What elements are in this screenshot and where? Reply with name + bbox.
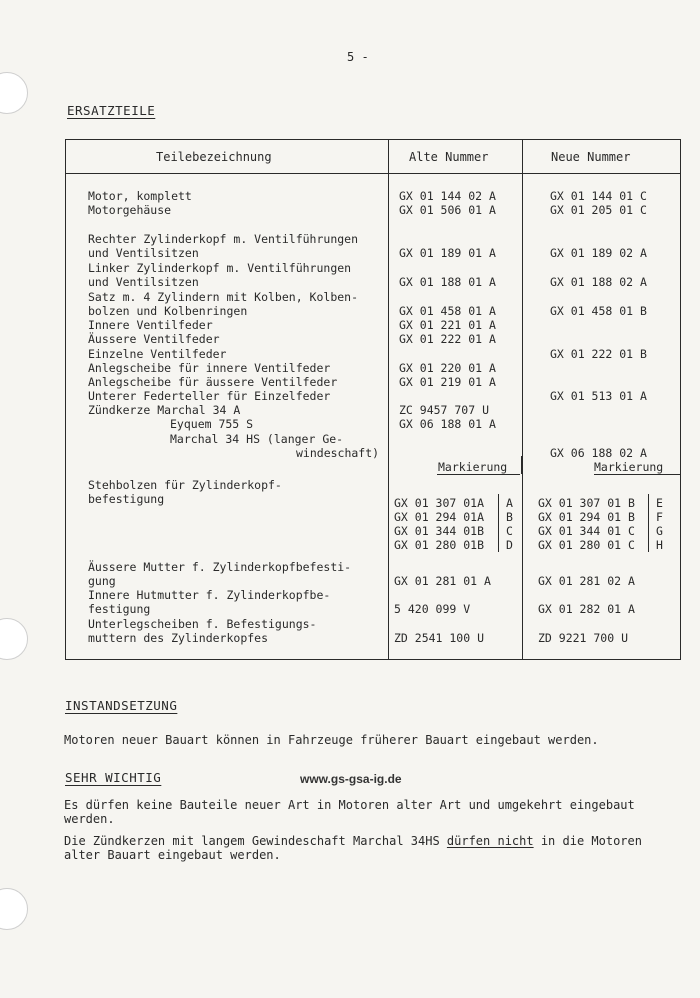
part-name: Einzelne Ventilfeder: [88, 347, 227, 361]
watermark-url: www.gs-gsa-ig.de: [300, 772, 402, 786]
part-name: Anlegscheibe für äussere Ventilfeder: [88, 375, 338, 389]
column-divider: [522, 140, 523, 659]
old-number: GX 01 506 01 A: [399, 203, 496, 217]
part-name: Äussere Ventilfeder: [88, 332, 220, 346]
instandsetzung-text: Motoren neuer Bauart können in Fahrzeuge früherer Bauart eingebaut werden.: [64, 733, 599, 747]
wichtig-p2-line2: alter Bauart eingebaut werden.: [64, 848, 281, 862]
part-name: Zündkerze Marchal 34 A: [88, 403, 241, 417]
stud-new-mark: E: [656, 496, 663, 510]
section-title-instandsetzung: INSTANDSETZUNG: [65, 698, 178, 713]
part-name: Anlegscheibe für innere Ventilfeder: [88, 361, 331, 375]
old-number: GX 01 144 02 A: [399, 189, 496, 203]
stud-old-mark: D: [506, 538, 513, 552]
part-name: Motor, komplett: [88, 189, 192, 203]
new-number: GX 01 144 01 C: [550, 189, 647, 203]
stud-new-mark: F: [656, 510, 663, 524]
old-number: ZC 9457 707 U: [399, 403, 490, 417]
part-name: Innere Ventilfeder: [88, 318, 213, 332]
stud-new-number: GX 01 294 01 B: [538, 510, 635, 524]
part-name: Äussere Mutter f. Zylinderkopfbefesti-: [88, 560, 352, 574]
new-number: GX 01 205 01 C: [550, 203, 647, 217]
new-number: GX 01 222 01 B: [550, 347, 647, 361]
new-number: ZD 9221 700 U: [538, 631, 629, 645]
old-number: GX 01 220 01 A: [399, 361, 496, 375]
stud-new-mark: G: [656, 524, 663, 538]
stud-old-mark: A: [506, 496, 513, 510]
extra-new-number: GX 06 188 02 A: [550, 446, 647, 460]
new-number: GX 01 513 01 A: [550, 389, 647, 403]
punch-hole: [0, 618, 28, 660]
part-name: Rechter Zylinderkopf m. Ventilführungen: [88, 232, 359, 246]
stud-new-number: GX 01 307 01 B: [538, 496, 635, 510]
part-name: festigung: [88, 602, 151, 616]
stud-old-mark: C: [506, 524, 513, 538]
old-number: GX 01 221 01 A: [399, 318, 496, 332]
column-divider: [388, 140, 389, 659]
part-name: Satz m. 4 Zylindern mit Kolben, Kolben-: [88, 290, 359, 304]
old-number: GX 01 219 01 A: [399, 375, 496, 389]
part-name: Unterer Federteller für Einzelfeder: [88, 389, 331, 403]
part-name: und Ventilsitzen: [88, 246, 199, 260]
header-new: Neue Nummer: [551, 150, 631, 164]
new-number: GX 01 282 01 A: [538, 602, 635, 616]
stud-old-number: GX 01 294 01A: [394, 510, 485, 524]
part-name: Motorgehäuse: [88, 203, 172, 217]
stud-old-number: GX 01 344 01B: [394, 524, 485, 538]
part-name: Linker Zylinderkopf m. Ventilführungen: [88, 261, 352, 275]
old-number: 5 420 099 V: [394, 602, 471, 616]
marking-label-new: Markierung: [594, 460, 664, 474]
parts-table: [65, 139, 681, 660]
stud-new-number: GX 01 280 01 C: [538, 538, 635, 552]
stud-name-2: befestigung: [88, 492, 165, 506]
header-name: Teilebezeichnung: [156, 150, 272, 164]
part-name: windeschaft): [296, 446, 380, 460]
part-name: bolzen und Kolbenringen: [88, 304, 248, 318]
new-number: GX 01 189 02 A: [550, 246, 647, 260]
stud-old-number: GX 01 280 01B: [394, 538, 485, 552]
part-name: Innere Hutmutter f. Zylinderkopfbe-: [88, 588, 331, 602]
page-number: 5 -: [347, 50, 369, 64]
punch-hole: [0, 888, 28, 930]
part-name: Unterlegscheiben f. Befestigungs-: [88, 617, 317, 631]
stud-new-mark: H: [656, 538, 663, 552]
old-number: GX 01 189 01 A: [399, 246, 496, 260]
marking-underline-old: [437, 474, 520, 475]
stud-new-number: GX 01 344 01 C: [538, 524, 635, 538]
wichtig-p1-line2: werden.: [64, 812, 115, 826]
old-number: GX 01 222 01 A: [399, 332, 496, 346]
old-number: GX 01 281 01 A: [394, 574, 491, 588]
mark-divider-old: [498, 494, 499, 552]
old-number: GX 06 188 01 A: [399, 417, 496, 431]
new-number: GX 01 281 02 A: [538, 574, 635, 588]
stud-old-mark: B: [506, 510, 513, 524]
stud-old-number: GX 01 307 01A: [394, 496, 485, 510]
marking-label-old: Markierung: [438, 460, 508, 474]
mark-divider-new: [648, 494, 649, 552]
old-number: GX 01 188 01 A: [399, 275, 496, 289]
section-title-ersatzteile: ERSATZTEILE: [67, 103, 156, 118]
wichtig-p1-line1: Es dürfen keine Bauteile neuer Art in Motoren alter Art und umgekehrt eingebaut: [64, 798, 635, 812]
wichtig-p2-post: in die Motoren: [533, 834, 642, 848]
wichtig-p2-emphasis: dürfen nicht: [446, 834, 534, 848]
section-title-wichtig: SEHR WICHTIG: [65, 770, 162, 785]
new-number: GX 01 458 01 B: [550, 304, 647, 318]
punch-hole: [0, 72, 28, 114]
marking-bracket: [521, 456, 522, 474]
old-number: GX 01 458 01 A: [399, 304, 496, 318]
stud-name-1: Stehbolzen für Zylinderkopf-: [88, 478, 282, 492]
new-number: GX 01 188 02 A: [550, 275, 647, 289]
old-number: ZD 2541 100 U: [394, 631, 485, 645]
wichtig-p2-pre: Die Zündkerzen mit langem Gewindeschaft Marchal 34HS: [64, 834, 447, 848]
part-name: Eyquem 755 S: [170, 417, 254, 431]
header-old: Alte Nummer: [409, 150, 489, 164]
part-name: Marchal 34 HS (langer Ge-: [170, 432, 344, 446]
part-name: muttern des Zylinderkopfes: [88, 631, 269, 645]
part-name: und Ventilsitzen: [88, 275, 199, 289]
header-divider: [66, 173, 680, 174]
marking-underline-new: [594, 474, 680, 475]
part-name: gung: [88, 574, 116, 588]
